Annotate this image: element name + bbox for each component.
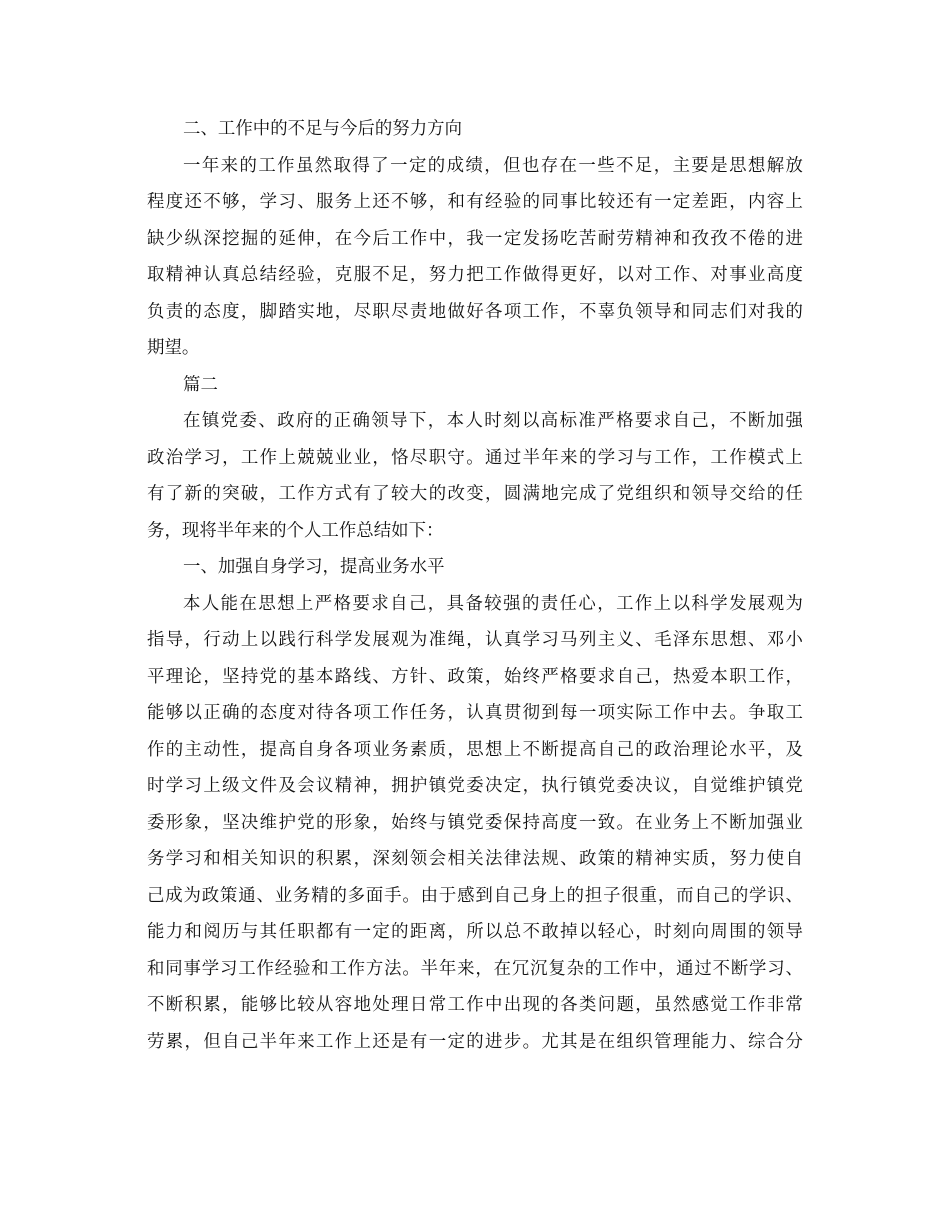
text-line: 期望。: [147, 338, 200, 358]
text-line: 负责的态度，脚踏实地，尽职尽责地做好各项工作，不辜负领导和同志们对我的: [147, 301, 803, 322]
text-line: 能力和阅历与其任职都有一定的距离，所以总不敢掉以轻心，时刻向周围的领导: [147, 922, 803, 942]
text-line: 劳累，但自己半年来工作上还是有一定的进步。尤其是在组织管理能力、综合分: [147, 1031, 803, 1052]
text-line: 作的主动性，提高自身各项业务素质，思想上不断提高自己的政治理论水平，及: [147, 739, 803, 760]
text-line: 缺少纵深挖掘的延伸，在今后工作中，我一定发扬吃苦耐劳精神和孜孜不倦的进: [147, 228, 803, 249]
text-line: 在镇党委、政府的正确领导下，本人时刻以高标准严格要求自己，不断加强: [183, 411, 803, 431]
text-line: 二、工作中的不足与今后的努力方向: [183, 119, 463, 139]
text-line: 指导，行动上以践行科学发展观为准绳，认真学习马列主义、毛泽东思想、邓小: [147, 630, 803, 650]
text-line: 己成为政策通、业务精的多面手。由于感到自己身上的担子很重，而自己的学识、: [147, 885, 803, 906]
text-line: 能够以正确的态度对待各项工作任务，认真贯彻到每一项实际工作中去。争取工: [147, 703, 803, 723]
text-line: 有了新的突破，工作方式有了较大的改变，圆满地完成了党组织和领导交给的任: [147, 484, 803, 504]
text-line: 平理论，坚持党的基本路线、方针、政策，始终严格要求自己，热爱本职工作，: [147, 666, 803, 687]
text-line: 务，现将半年来的个人工作总结如下：: [147, 520, 444, 541]
text-line: 程度还不够，学习、服务上还不够，和有经验的同事比较还有一定差距，内容上: [147, 192, 803, 212]
text-line: 委形象，坚决维护党的形象，始终与镇党委保持高度一致。在业务上不断加强业: [147, 812, 803, 833]
text-line: 一、加强自身学习，提高业务水平: [183, 557, 445, 577]
text-line: 政治学习，工作上兢兢业业，恪尽职守。通过半年来的学习与工作，工作模式上: [147, 447, 803, 468]
text-line: 时学习上级文件及会议精神，拥护镇党委决定，执行镇党委决议，自觉维护镇党: [147, 776, 803, 796]
text-line: 一年来的工作虽然取得了一定的成绩，但也存在一些不足，主要是思想解放: [183, 155, 803, 176]
document-body: [147, 111, 803, 1060]
text-line: 不断积累，能够比较从容地处理日常工作中出现的各类问题，虽然感觉工作非常: [147, 995, 803, 1015]
text-line: 本人能在思想上严格要求自己，具备较强的责任心，工作上以科学发展观为: [183, 593, 803, 614]
text-line: 篇二: [183, 374, 218, 395]
text-line: 务学习和相关知识的积累，深刻领会相关法律法规、政策的精神实质，努力使自: [147, 849, 803, 869]
text-line: 取精神认真总结经验，克服不足，努力把工作做得更好，以对工作、对事业高度: [147, 265, 803, 285]
text-line: 和同事学习工作经验和工作方法。半年来，在冗沉复杂的工作中，通过不断学习、: [147, 958, 803, 979]
